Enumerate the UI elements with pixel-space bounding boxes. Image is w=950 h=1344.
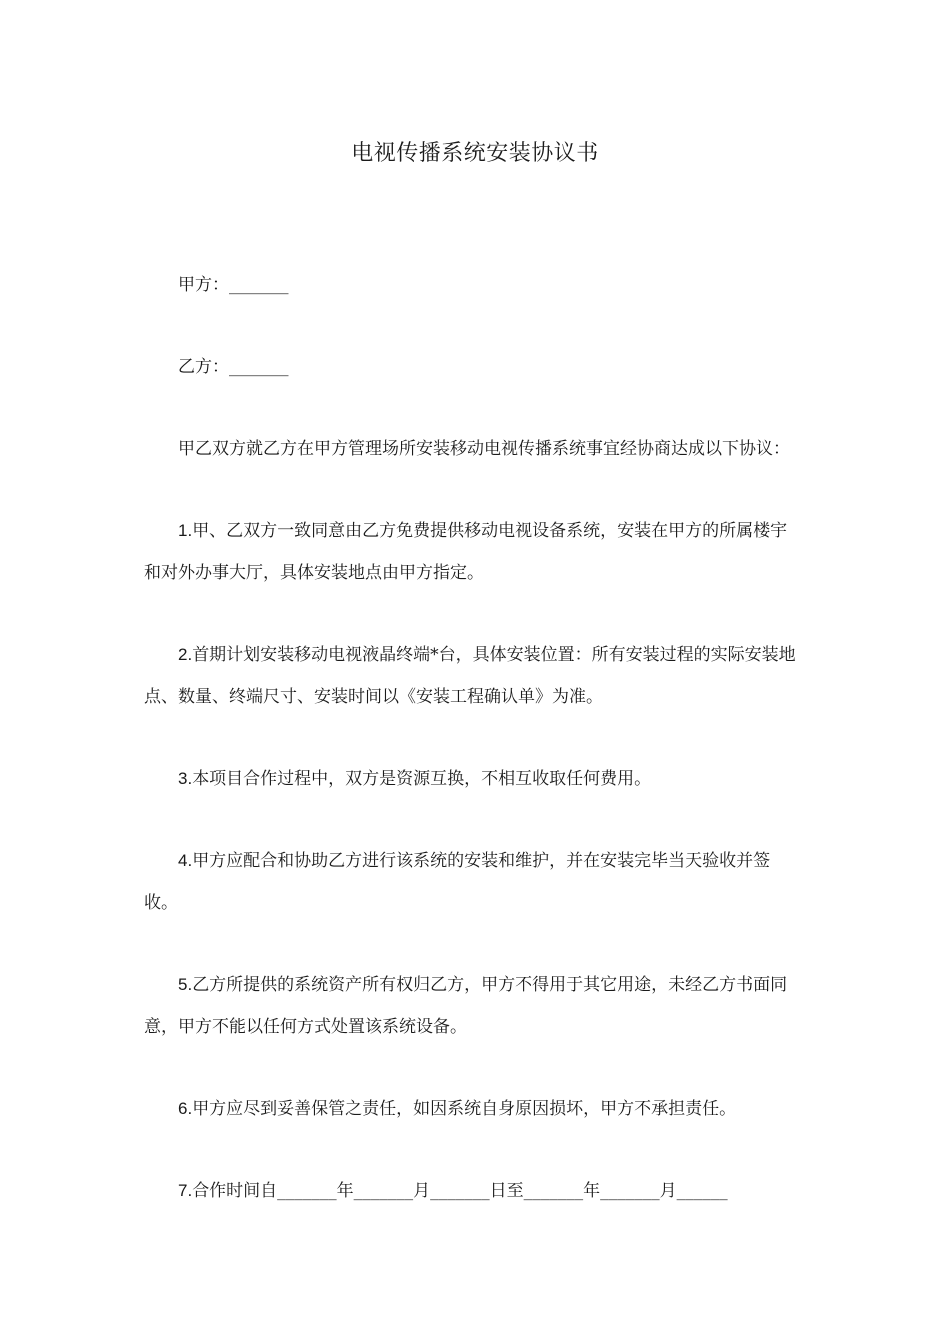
clause-6 (144, 1088, 804, 1130)
clause-text: 乙方所提供的系统资产所有权归乙方，甲方不得用于其它用途，未经乙方书面同意，甲方不能以任何方式处置该系统设备。 (144, 975, 788, 1037)
clause-number: 1. (178, 521, 193, 540)
clause-text: 首期计划安装移动电视液晶终端*台，具体安装位置：所有安装过程的实际安装地点、数量、终端尺寸、安装时间以《安装工程确认单》为准。 (144, 645, 796, 707)
clause-number: 4. (178, 851, 193, 870)
clause-1 (144, 510, 804, 594)
clause-text: 甲方应尽到妥善保管之责任，如因系统自身原因损坏，甲方不承担责任。 (192, 1099, 737, 1119)
clause-number: 7. (178, 1181, 193, 1200)
party-a-line: 甲方：_______ (178, 275, 289, 295)
clause-2 (144, 634, 804, 718)
clause-text: 本项目合作过程中，双方是资源互换，不相互收取任何费用。 (192, 769, 652, 789)
party-b-line: 乙方：_______ (178, 357, 289, 377)
clause-text: 甲方应配合和协助乙方进行该系统的安装和维护，并在安装完毕当天验收并签收。 (144, 851, 771, 913)
document-title: 电视传播系统安装协议书 (351, 141, 599, 166)
intro-paragraph: 甲乙双方就乙方在甲方管理场所安装移动电视传播系统事宜经协商达成以下协议： (178, 439, 790, 459)
clause-4 (144, 840, 804, 924)
clause-text: 甲、乙双方一致同意由乙方免费提供移动电视设备系统，安装在甲方的所属楼宇和对外办事大厅，具体安装地点由甲方指定。 (144, 521, 788, 583)
clause-number: 5. (178, 975, 193, 994)
document-body (144, 264, 804, 1212)
clause-number: 3. (178, 769, 193, 788)
clause-7 (144, 1170, 804, 1212)
clause-3 (144, 758, 804, 800)
clause-text: 合作时间自_______年_______月_______日至_______年_______月______ (192, 1181, 728, 1201)
clause-number: 6. (178, 1099, 193, 1118)
clause-number: 2. (178, 645, 193, 664)
clause-5 (144, 964, 804, 1048)
